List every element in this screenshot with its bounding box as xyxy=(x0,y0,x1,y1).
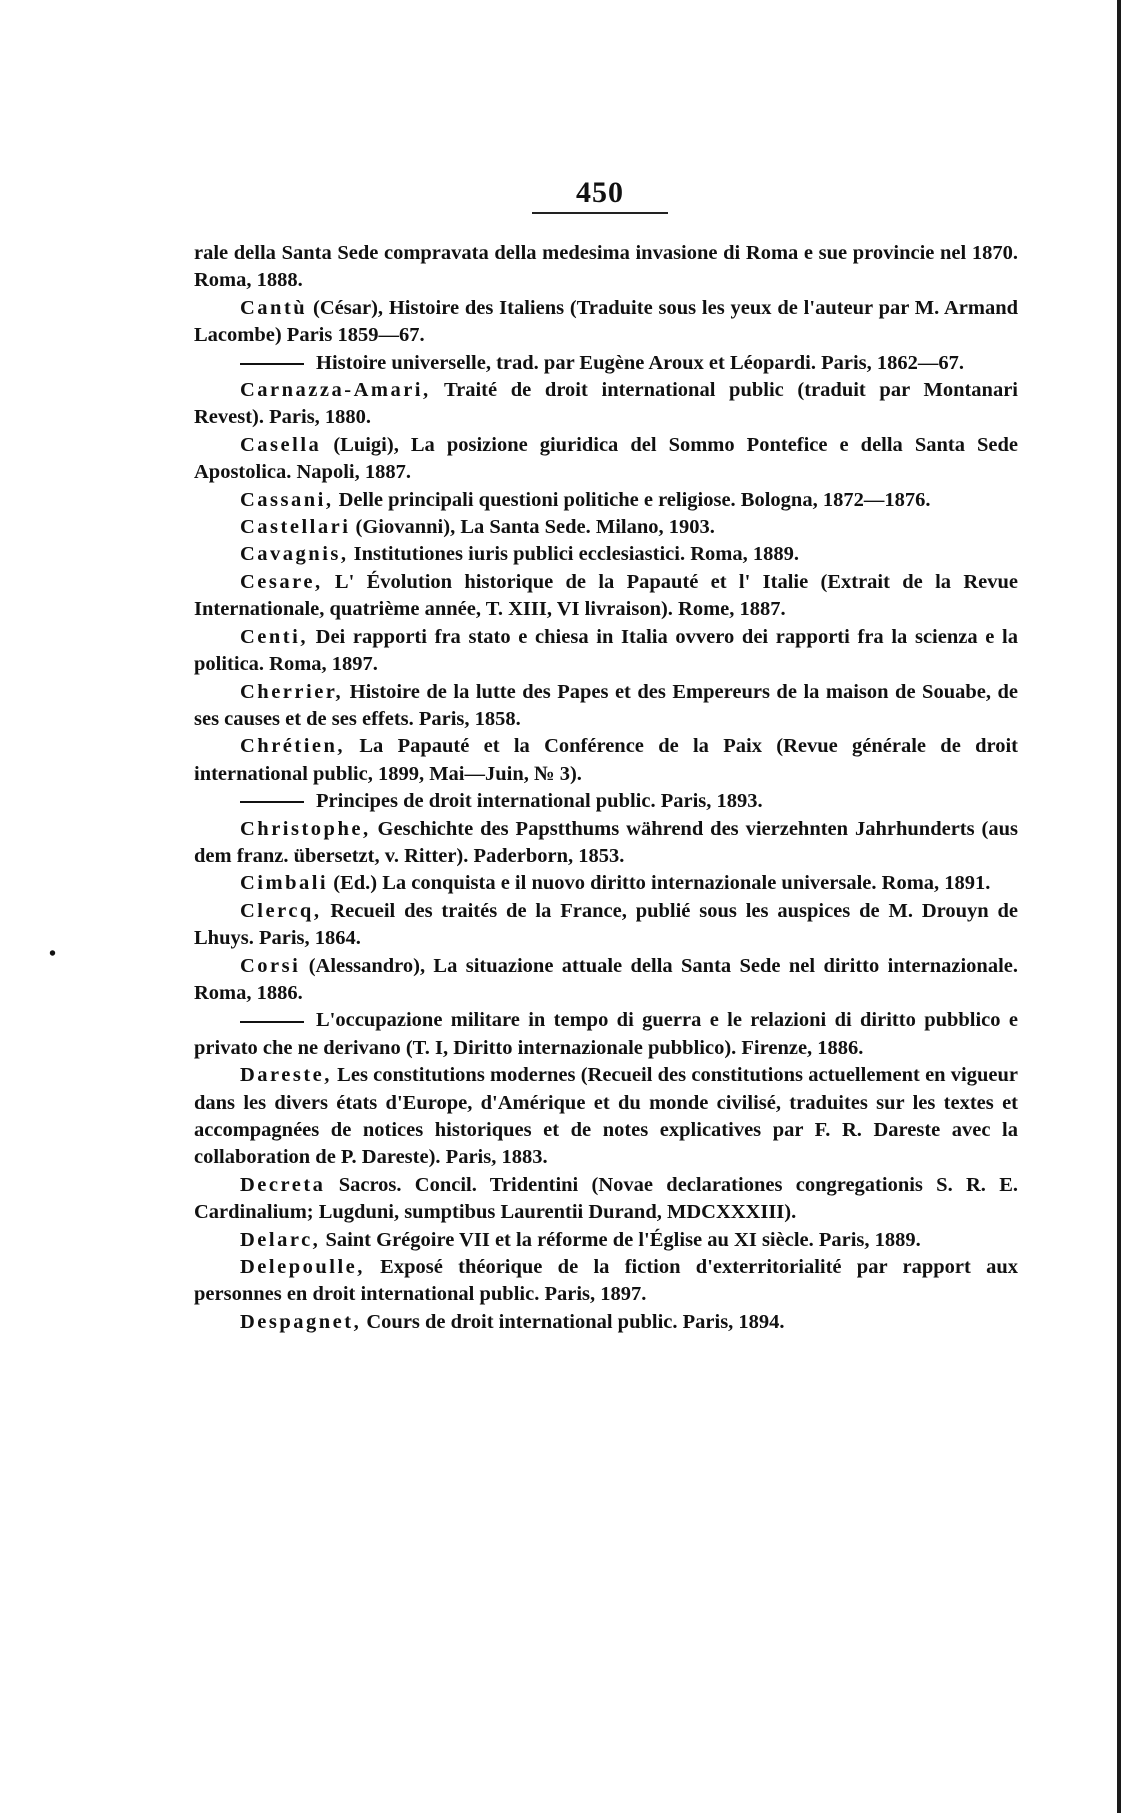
bibliography-entry xyxy=(194,816,1018,871)
page-header xyxy=(530,176,670,214)
entry-text: Exposé théorique de la fiction d'exterritorialité par rapport aux personnes en droit international public. Paris, 1897. xyxy=(194,1256,1018,1306)
same-author-dash xyxy=(240,363,304,365)
entry-text: Cours de droit international public. Paris, 1894. xyxy=(366,1310,785,1333)
entry-same-author xyxy=(194,788,1018,815)
entry-text: (Ed.) La conquista e il nuovo diritto internazionale universale. Roma, 1891. xyxy=(333,872,991,895)
entry-author: Corsi xyxy=(240,954,301,977)
entry-text: Delle principali questioni politiche e religiose. Bologna, 1872—1876. xyxy=(338,488,931,511)
entry-continuation xyxy=(194,240,1018,295)
entry-author: Decreta xyxy=(240,1173,326,1196)
entry-author: Delepoulle, xyxy=(240,1256,365,1279)
entry-text: La Papauté et la Conférence de la Paix (Revue générale de droit international public, 1899, Mai—Juin, № 3). xyxy=(194,735,1018,785)
entry-text: Sacros. Concil. Tridentini (Novae declarationes congregationis S. R. E. Cardinalium; Lugduni, sumptibus Laurentii Durand, MDCXXXIII). xyxy=(194,1173,1018,1224)
entry-text: L'occupazione militare in tempo di guerra e le relazioni di diritto pubblico e privato che ne derivano (T. I, Diritto internazionale pubblico). Firenze, 1886. xyxy=(194,1009,1018,1059)
entry-author: Dareste, xyxy=(240,1064,332,1087)
entry-author: Cantù xyxy=(240,296,308,319)
bibliography-entry xyxy=(194,541,1018,568)
entry-text: (Giovanni), La Santa Sede. Milano, 1903. xyxy=(355,516,715,539)
entry-same-author xyxy=(194,1007,1018,1062)
page-number: 450 xyxy=(576,176,624,209)
bibliography-entry xyxy=(194,898,1018,953)
same-author-dash xyxy=(240,1021,304,1023)
entry-text: rale della Santa Sede compravata della medesima invasione di Roma e sue provincie nel 1870. Roma, 1888. xyxy=(194,242,1018,292)
page-edge-line xyxy=(1117,0,1121,1813)
bibliography-entry xyxy=(194,733,1018,788)
entry-text: Institutiones iuris publici ecclesiastici. Roma, 1889. xyxy=(353,543,799,566)
entry-text: Saint Grégoire VII et la réforme de l'Église au XI siècle. Paris, 1889. xyxy=(325,1228,921,1251)
bibliography-entry xyxy=(194,377,1018,432)
bibliography-entry xyxy=(194,1309,1018,1336)
entry-text: Histoire universelle, trad. par Eugène Aroux et Léopardi. Paris, 1862—67. xyxy=(316,351,965,374)
bibliography-entry xyxy=(194,1172,1018,1227)
entry-author: Carnazza-Amari, xyxy=(240,379,431,402)
same-author-dash xyxy=(240,801,304,803)
bibliography-entry xyxy=(194,1062,1018,1172)
entry-author: Chrétien, xyxy=(240,735,346,758)
bibliography-entry xyxy=(194,1254,1018,1309)
entry-text: Recueil des traités de la France, publié sous les auspices de M. Drouyn de Lhuys. Paris, 1864. xyxy=(194,899,1019,950)
header-rule xyxy=(532,212,668,214)
entry-author: Cassani, xyxy=(240,488,334,511)
entry-author: Cherrier, xyxy=(240,680,344,703)
bibliography-entry xyxy=(194,295,1018,350)
entry-text: Histoire de la lutte des Papes et des Empereurs de la maison de Souabe, de ses causes et de ses effets. Paris, 1858. xyxy=(194,680,1018,730)
entry-author: Delarc, xyxy=(240,1228,321,1251)
bibliography-entry xyxy=(194,487,1018,514)
entry-text: Geschichte des Papstthums während des vierzehnten Jahrhunderts (aus dem franz. übersetzt, v. Ritter). Paderborn, 1853. xyxy=(194,817,1019,867)
bibliography-entry xyxy=(194,624,1018,679)
entry-same-author xyxy=(194,350,1018,377)
entry-text: (Luigi), La posizione giuridica del Sommo Pontefice e della Santa Sede Apostolica. Napoli, 1887. xyxy=(194,433,1019,484)
entry-text: Principes de droit international public. Paris, 1893. xyxy=(316,790,763,813)
entry-text: Les constitutions modernes (Recueil des constitutions actuellement en vigueur dans les divers états d'Europe, d'Amérique et du monde civilisé, traduites sur les textes et accompagnées de notices historiques et de notes explicatives par F. R. Dareste avec la collaboration de P. Dareste). Paris, 1883. xyxy=(194,1064,1019,1169)
entry-text: L' Évolution historique de la Papauté et l' Italie (Extrait de la Revue Internationale, quatrième année, T. XIII, VI livraison). Rome, 1887. xyxy=(194,570,1019,621)
entry-author: Despagnet, xyxy=(240,1310,362,1333)
entry-author: Castellari xyxy=(240,516,351,539)
bibliography-entry xyxy=(194,569,1018,624)
entry-text: (Alessandro), La situazione attuale della Santa Sede nel diritto internazionale. Roma, 1886. xyxy=(194,954,1019,1004)
entry-text: (César), Histoire des Italiens (Traduite sous les yeux de l'auteur par M. Armand Lacombe) Paris 1859—67. xyxy=(194,296,1018,347)
entry-author: Cesare, xyxy=(240,570,323,593)
entry-author: Centi, xyxy=(240,625,308,648)
entry-author: Clercq, xyxy=(240,899,322,922)
entry-author: Casella xyxy=(240,433,322,456)
bibliography-list xyxy=(194,240,1018,1336)
bibliography-entry xyxy=(194,953,1018,1008)
margin-mark: • xyxy=(49,943,57,965)
entry-author: Cavagnis, xyxy=(240,543,349,566)
bibliography-entry xyxy=(194,1227,1018,1254)
entry-text: Traité de droit international public (traduit par Montanari Revest). Paris, 1880. xyxy=(194,379,1018,429)
bibliography-entry xyxy=(194,514,1018,541)
bibliography-entry xyxy=(194,432,1018,487)
entry-text: Dei rapporti fra stato e chiesa in Italia ovvero dei rapporti fra la scienza e la politica. Roma, 1897. xyxy=(194,625,1018,676)
bibliography-entry xyxy=(194,870,1018,897)
bibliography-entry xyxy=(194,679,1018,734)
entry-author: Cimbali xyxy=(240,872,329,895)
entry-author: Christophe, xyxy=(240,817,371,840)
